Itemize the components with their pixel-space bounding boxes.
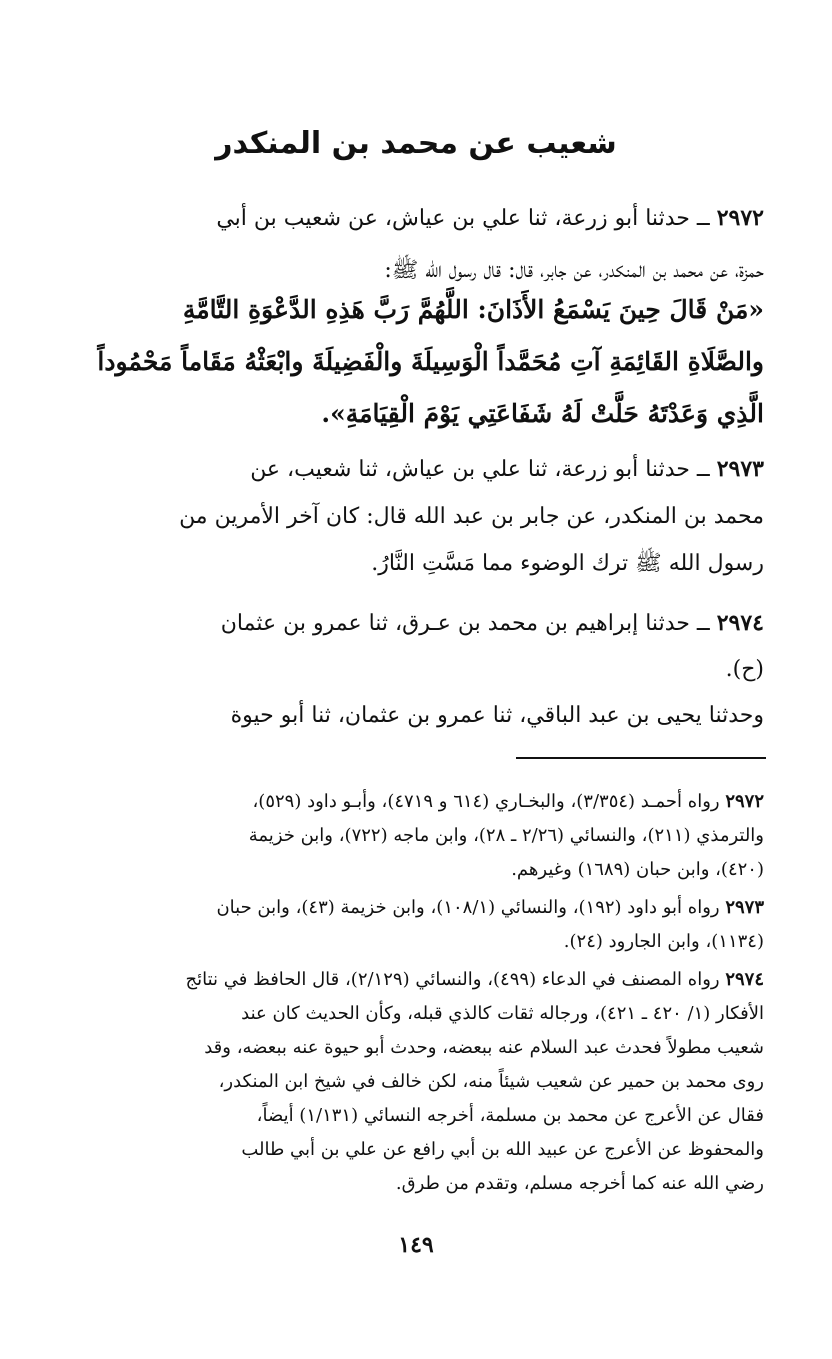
footnote-line: ٢٩٧٢ رواه أحمـد (٣/٣٥٤)، والبخـاري (٦١٤ و ٤٧١٩)، وأبـو داود (٥٢٩)،: [252, 791, 764, 812]
footnote-line: رضي الله عنه كما أخرجه مسلم، وتقدم من طرق.: [395, 1173, 764, 1194]
hadith-line: ٢٩٧٤ ــ حدثنا إبراهيم بن محمد بن عـرق، ثنا عمرو بن عثمان: [220, 610, 764, 636]
footnote-2972: [72, 785, 764, 887]
footnote-2973: [72, 891, 764, 959]
footnote-line: الأفكار (١/ ٤٢٠ ـ ٤٢١)، ورجاله ثقات كالذي قبله، وكأن الحديث كان عند: [241, 1003, 764, 1024]
footnote-line: والترمذي (٢١١)، والنسائي (٢/٢٦ ـ ٢٨)، وابن ماجه (٧٢٢)، وابن خزيمة: [248, 825, 764, 846]
hadith-number: ٢٩٧٣: [716, 456, 764, 482]
hadith-number: ٢٩٧٤: [716, 610, 764, 636]
footnote-line: (١١٣٤)، وابن الجارود (٢٤).: [563, 931, 764, 952]
hadith-2973: [72, 446, 764, 587]
footnote-number: ٢٩٧٣: [725, 897, 764, 918]
hadith-line: ٢٩٧٢ ــ حدثنا أبو زرعة، ثنا علي بن عياش، عن شعيب بن أبي: [216, 205, 764, 231]
hadith-line: رسول الله ﷺ ترك الوضوء مما مَسَّتِ النَّارُ.: [371, 551, 764, 576]
footnote-divider: [516, 757, 766, 759]
footnote-line: روى محمد بن حمير عن شعيب شيئاً منه، لكن خالف في شيخ ابن المنكدر،: [218, 1071, 764, 1092]
footnote-line: ٢٩٧٤ رواه المصنف في الدعاء (٤٩٩)، والنسائي (٢/١٢٩)، قال الحافظ في نتائج: [185, 969, 764, 990]
hadith-2972: [72, 192, 764, 297]
hadith-line: (ح).: [725, 657, 764, 682]
footnote-line: والمحفوظ عن الأعرج عن عبيد الله بن أبي رافع عن علي بن أبي طالب: [241, 1139, 764, 1160]
hadith-line: محمد بن المنكدر، عن جابر بن عبد الله قال: كان آخر الأمرين من: [179, 504, 764, 529]
hadith-2972-quote: [72, 284, 764, 440]
footnote-line: ٢٩٧٣ رواه أبو داود (١٩٢)، والنسائي (١٠٨/١)، وابن خزيمة (٤٣)، وابن حبان: [216, 897, 764, 918]
hadith-line: وحدثنا يحيى بن عبد الباقي، ثنا عمرو بن عثمان، ثنا أبو حيوة: [230, 703, 764, 728]
page-number: ١٤٩: [398, 1232, 434, 1258]
quote-line: «مَنْ قَالَ حِينَ يَسْمَعُ الأَذَانَ: اللَّهُمَّ رَبَّ هَذِهِ الدَّعْوَةِ التَّامَّةِ: [182, 295, 764, 324]
quote-line: والصَّلَاةِ القَائِمَةِ آتِ مُحَمَّداً الْوَسِيلَةَ والْفَضِيلَةَ وابْعَثْهُ مَقَاماً مَحْمُوداً: [97, 347, 764, 376]
hadith-line: حمزة، عن محمد بن المنكدر، عن جابر، قال: قال رسول الله ﷺ:: [384, 258, 764, 283]
footnote-line: (٤٢٠)، وابن حبان (١٦٨٩) وغيرهم.: [511, 859, 764, 880]
footnote-number: ٢٩٧٤: [725, 969, 764, 990]
quote-line: الَّذِي وَعَدْتَهُ حَلَّتْ لَهُ شَفَاعَتِي يَوْمَ الْقِيَامَةِ».: [321, 399, 764, 428]
footnote-2974: [72, 963, 764, 1201]
chapter-title: شعيب عن محمد بن المنكدر: [215, 126, 617, 161]
hadith-2974: [72, 600, 764, 739]
hadith-line: ٢٩٧٣ ــ حدثنا أبو زرعة، ثنا علي بن عياش، ثنا شعيب، عن: [250, 456, 764, 482]
hadith-number: ٢٩٧٢: [716, 205, 764, 231]
footnote-line: شعيب مطولاً فحدث عبد السلام عنه ببعضه، وحدث أبو حيوة عنه ببعضه، وقد: [204, 1037, 764, 1058]
footnote-line: فقال عن الأعرج عن محمد بن مسلمة، أخرجه النسائي (١/١٣١) أيضاً،: [256, 1105, 764, 1126]
footnote-number: ٢٩٧٢: [725, 791, 764, 812]
